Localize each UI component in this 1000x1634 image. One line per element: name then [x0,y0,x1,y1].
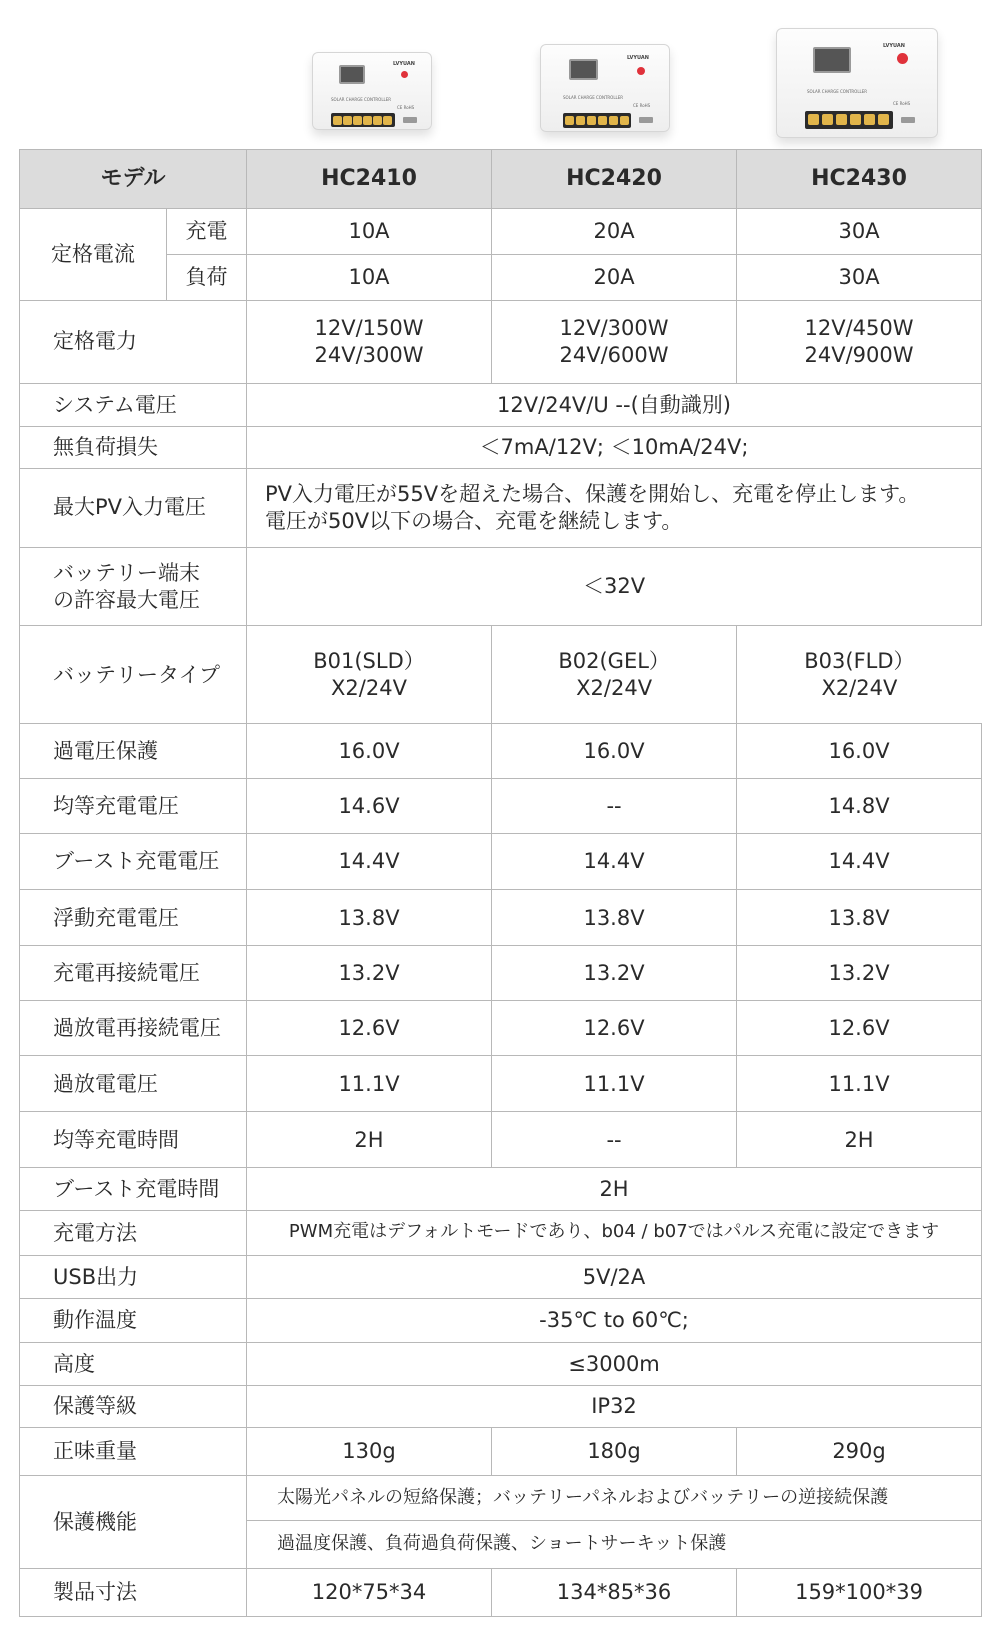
label-line: バッテリー端末 [53,561,200,586]
cell: 10A [247,209,492,255]
model-hc2430: HC2430 [737,150,982,209]
row-label: バッテリータイプ [20,626,247,724]
cell: 10A [247,254,492,300]
cell: 180g [492,1427,737,1475]
cell [492,1001,982,1056]
terminal-block [805,111,893,129]
product-caption: SOLAR CHARGE CONTROLLER [331,97,392,102]
subtable [492,946,981,1000]
data-row [20,890,982,946]
usb-port [639,117,653,123]
max-pv-row [20,468,982,547]
data-row [20,724,982,779]
row-label: ブースト充電電圧 [20,834,247,890]
cert-label: CE RoHS [633,103,651,108]
cell: ＜32V [247,547,982,626]
label-line: の許容最大電圧 [53,587,200,612]
terminal-block [331,113,395,127]
cell: 120*75*34 [247,1569,492,1617]
row-label: 浮動充電電圧 [20,890,247,946]
ip-row [20,1386,982,1428]
usb-port [403,117,417,123]
row-label: 過放電再接続電圧 [20,1001,247,1056]
cell [492,1056,982,1112]
spec-table [19,149,982,1617]
temp-row [20,1299,982,1343]
row-label: 過電圧保護 [20,724,247,779]
cell: 130g [247,1427,492,1475]
row-label: 均等充電時間 [20,1112,247,1168]
rated-power-row [20,300,982,383]
cell: 太陽光パネルの短絡保護；バッテリーパネルおよびバッテリーの逆接続保護 [247,1475,982,1521]
cell: 12V/24V/U --(自動識別) [247,383,982,427]
cell: 11.1V [247,1056,492,1112]
cell: 11.1V [492,1056,737,1111]
row-label [20,547,247,626]
subtable [492,1112,981,1167]
brand-label: LVYUAN [627,55,649,61]
cell-line: 24V/600W [559,342,669,367]
battery-type-row [20,626,982,724]
cell: 16.0V [828,738,890,763]
cell-line: X2/24V [331,675,407,700]
charge-label: 充電 [167,209,247,255]
status-led [401,71,408,78]
subtable [492,724,981,778]
data-row [20,1001,982,1056]
subtable [492,1056,981,1111]
cell [492,626,737,723]
cell: 290g [737,1427,982,1475]
cell [247,300,492,383]
cell: 5V/2A [247,1255,982,1299]
header-row [20,150,982,209]
cell: 14.4V [828,849,890,874]
product-images [0,0,1000,148]
data-row [20,1056,982,1112]
cell-line: B02(GEL） [558,649,670,674]
load-label: 負荷 [167,254,247,300]
cell [492,779,982,834]
cell: -- [492,1112,737,1167]
model-hc2410: HC2410 [247,150,492,209]
product-caption: SOLAR CHARGE CONTROLLER [807,89,868,94]
lcd-display [339,65,365,84]
data-row [20,834,982,890]
cell [492,626,982,724]
cell-line: 12V/300W [559,316,669,341]
cell: 2H [247,1168,982,1211]
cell: 30A [737,254,982,300]
model-hc2420: HC2420 [492,150,737,209]
cell-line: 12V/150W [314,316,424,341]
cell: -- [492,779,737,833]
cell: 13.8V [247,890,492,946]
cell: 過温度保護、負荷過負荷保護、ショートサーキット保護 [247,1521,982,1569]
product-caption: SOLAR CHARGE CONTROLLER [563,95,624,100]
cell: ＜7mA/12V; ＜10mA/24V; [247,427,982,469]
row-label: 動作温度 [20,1299,247,1343]
row-label: 保護等級 [20,1386,247,1428]
cell-line: X2/24V [576,675,653,700]
cell: PWM充電はデフォルトモードであり、b04 / b07ではパルス充電に設定できます [247,1210,982,1255]
row-label: 高度 [20,1342,247,1386]
cell-line: 12V/450W [804,316,914,341]
cell: 13.8V [492,890,737,945]
brand-label: LVYUAN [883,43,905,49]
cell: 12.6V [247,1001,492,1056]
brand-label: LVYUAN [393,61,415,67]
status-led [897,53,908,64]
cell: 13.2V [247,946,492,1001]
cell [247,626,492,724]
weight-row [20,1427,982,1475]
row-label: 充電方法 [20,1210,247,1255]
cell: 13.8V [828,905,890,930]
battery-max-voltage-row [20,547,982,626]
cell: IP32 [247,1386,982,1428]
cell: 134*85*36 [492,1569,737,1617]
cell-line: B01(SLD） [313,649,425,674]
usb-row [20,1255,982,1299]
cell [737,300,982,383]
cell-line: 24V/900W [804,342,914,367]
cell: 159*100*39 [737,1569,982,1617]
cell-line: 電圧が50V以下の場合、充電を継続します。 [265,508,683,533]
cell: 16.0V [247,724,492,779]
row-label: 無負荷損失 [20,427,247,469]
cell: 11.1V [828,1071,890,1096]
battery-type-subtable [492,626,982,723]
row-label: システム電圧 [20,383,247,427]
cell: 30A [737,209,982,255]
charge-method-row [20,1210,982,1255]
cell [492,1112,982,1168]
cell: 16.0V [492,724,737,778]
no-load-loss-row [20,427,982,469]
protection-row-1 [20,1475,982,1521]
terminal-block [563,113,631,128]
subtable [492,1001,981,1055]
cell: 20A [492,209,737,255]
size-row [20,1569,982,1617]
boost-time-row [20,1168,982,1211]
cell: 13.2V [828,961,890,986]
controller-image-hc2430 [776,28,938,138]
cell: 14.4V [492,834,737,889]
row-label: 充電再接続電圧 [20,946,247,1001]
row-label: 過放電電圧 [20,1056,247,1112]
altitude-row [20,1342,982,1386]
status-led [637,67,645,75]
cell: 20A [492,254,737,300]
usb-port [901,117,915,123]
controller-image-hc2420 [540,44,670,132]
row-label: 保護機能 [20,1475,247,1568]
cell: ≤3000m [247,1342,982,1386]
cell: -35℃ to 60℃; [247,1299,982,1343]
cell [492,834,982,890]
data-row [20,1112,982,1168]
cell-line: 24V/300W [314,342,424,367]
subtable [492,890,981,945]
cell: 2H [844,1127,874,1152]
system-voltage-row [20,383,982,427]
cell-line: B03(FLD） [804,649,915,674]
row-label: 定格電力 [20,300,247,383]
cell: 14.4V [247,834,492,890]
lcd-display [569,59,598,80]
cert-label: CE RoHS [397,105,415,110]
cell: 12.6V [828,1016,890,1041]
data-row [20,946,982,1001]
cell [737,626,982,723]
lcd-display [813,47,851,73]
cell [492,946,982,1001]
cell-line: PV入力電圧が55Vを超えた場合、保護を開始し、充電を停止します。 [265,482,920,507]
cell [247,468,982,547]
cell: 14.8V [828,793,890,818]
row-label: USB出力 [20,1255,247,1299]
cell [492,890,982,946]
row-label: 正味重量 [20,1427,247,1475]
cell: 13.2V [492,946,737,1000]
cell: 12.6V [492,1001,737,1055]
row-label: 均等充電電圧 [20,779,247,834]
rated-current-charge-row [20,209,982,255]
model-header: モデル [20,150,247,209]
rated-current-label: 定格電流 [20,209,167,300]
cert-label: CE RoHS [893,101,911,106]
controller-image-hc2410 [312,52,432,130]
row-label: ブースト充電時間 [20,1168,247,1211]
row-label: 最大PV入力電圧 [20,468,247,547]
cell-line: X2/24V [821,675,898,700]
row-label: 製品寸法 [20,1569,247,1617]
cell: 14.6V [247,779,492,834]
subtable [492,834,981,889]
cell: 2H [247,1112,492,1168]
data-row [20,779,982,834]
cell [492,300,737,383]
cell [492,724,982,779]
subtable [492,779,981,833]
